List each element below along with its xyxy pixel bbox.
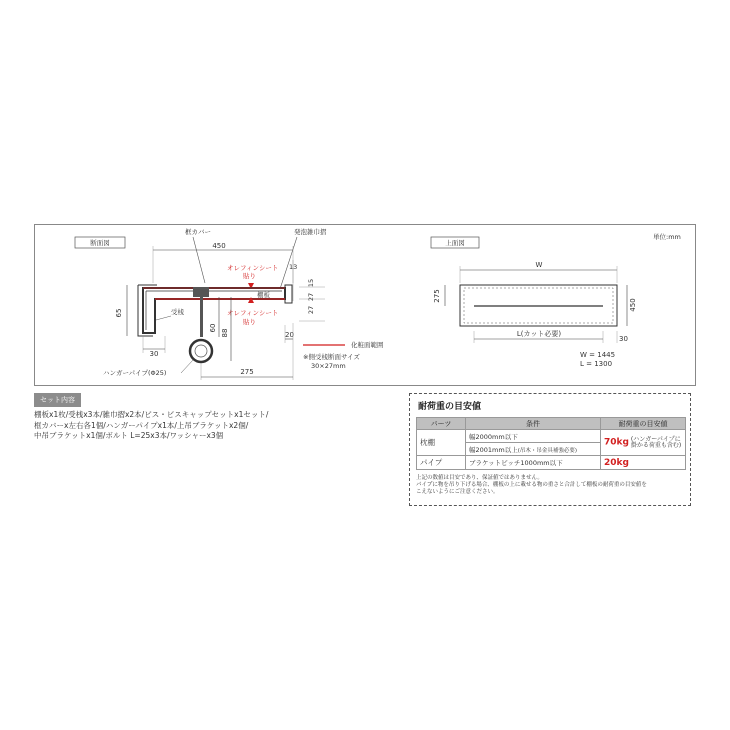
receiver-note-2: 30×27mm bbox=[311, 362, 346, 370]
receiver-label: 受桟 bbox=[171, 308, 184, 316]
set-contents bbox=[34, 410, 364, 442]
row1-note: (ハンガーパイプに 掛かる荷重も含む) bbox=[630, 435, 682, 449]
header-load: 耐荷重の目安値 bbox=[601, 418, 686, 430]
olefin-sheet-2: オレフィンシート bbox=[227, 309, 279, 317]
load-table-box bbox=[409, 393, 691, 506]
l-value: L = 1300 bbox=[580, 360, 613, 368]
row2-part: パイプ bbox=[417, 456, 466, 470]
header-part: パーツ bbox=[417, 418, 466, 430]
dim-27: 27 bbox=[307, 305, 315, 315]
dim-27: 27 bbox=[307, 292, 315, 302]
bracket bbox=[193, 287, 209, 297]
row2-load bbox=[601, 456, 686, 470]
diagram-frame bbox=[34, 224, 696, 386]
top-view-label: 上面図 bbox=[445, 239, 465, 247]
row1-cond2: 幅2001mm以上(吊木・吊金具補強必要) bbox=[466, 443, 601, 456]
unit-label: 単位:mm bbox=[653, 233, 681, 241]
dim-88: 88 bbox=[221, 328, 229, 338]
fabric-towel-label: 発泡雑巾摺 bbox=[294, 228, 327, 236]
dim-15: 15 bbox=[307, 278, 315, 288]
olefin-sheet-2b: 貼り bbox=[243, 318, 256, 326]
set-contents-line: 框カバーx左右各1個/ハンガーパイプx1本/上吊ブラケットx2個/ bbox=[34, 420, 249, 430]
set-contents-title: セット内容 bbox=[34, 393, 81, 407]
dim-60: 60 bbox=[209, 323, 217, 333]
section-label: 断面図 bbox=[90, 239, 110, 247]
olefin-sheet-1b: 貼り bbox=[243, 272, 256, 280]
row2-cond: ブラケットピッチ1000mm以下 bbox=[466, 456, 601, 470]
top-l: L(カット必要) bbox=[516, 330, 562, 338]
dim-450-top: 450 bbox=[212, 242, 226, 250]
frame-cover-label: 框カバー bbox=[185, 228, 211, 236]
hanger-pipe-circle bbox=[190, 340, 212, 362]
row2-value: 20kg bbox=[604, 457, 629, 468]
top-450: 450 bbox=[629, 298, 637, 312]
dim-65: 65 bbox=[115, 308, 123, 318]
note-line: パイプに物を吊り下げる場合、棚板の上に載せる物の重さと合計して棚板の耐荷重の目安値を bbox=[416, 482, 647, 488]
olefin-sheet-1: オレフィンシート bbox=[227, 264, 279, 272]
dim-20: 20 bbox=[285, 331, 294, 339]
load-table-title: 耐荷重の目安値 bbox=[418, 402, 482, 412]
note-line: こえないようにご注意ください。 bbox=[416, 489, 499, 495]
load-table bbox=[416, 417, 686, 470]
row1-part: 枕棚 bbox=[417, 430, 466, 456]
top-w: W bbox=[535, 261, 543, 269]
load-notes bbox=[416, 475, 684, 496]
row1-load bbox=[601, 430, 686, 456]
shelf-label: 棚板 bbox=[257, 291, 270, 299]
w-value: W = 1445 bbox=[580, 351, 616, 359]
receiver-note-1: ※側受桟断面サイズ bbox=[303, 353, 360, 361]
note-line: 上記の数値は目安であり、保証値ではありません。 bbox=[416, 475, 543, 481]
set-contents-line: 棚板x1枚/受桟x3本/雑巾摺x2本/ビス・ビスキャップセットx1セット/ bbox=[34, 410, 269, 419]
header-condition: 条件 bbox=[466, 418, 601, 430]
dim-13: 13 bbox=[289, 263, 298, 271]
row1-cond1: 幅2000mm以下 bbox=[466, 430, 601, 443]
top-275: 275 bbox=[433, 289, 441, 303]
row1-value: 70kg bbox=[604, 437, 629, 447]
set-contents-line: 中吊ブラケットx1個/ボルト L=25x3本/ワッシャーx3個 bbox=[34, 431, 224, 440]
dim-30-left: 30 bbox=[149, 350, 159, 358]
decor-range-label: 化粧面範囲 bbox=[351, 341, 384, 349]
top-30: 30 bbox=[619, 335, 628, 343]
dim-275: 275 bbox=[240, 368, 254, 376]
hanger-pipe-label: ハンガーパイプ(Φ25) bbox=[103, 369, 167, 377]
diagram-canvas bbox=[35, 225, 697, 387]
